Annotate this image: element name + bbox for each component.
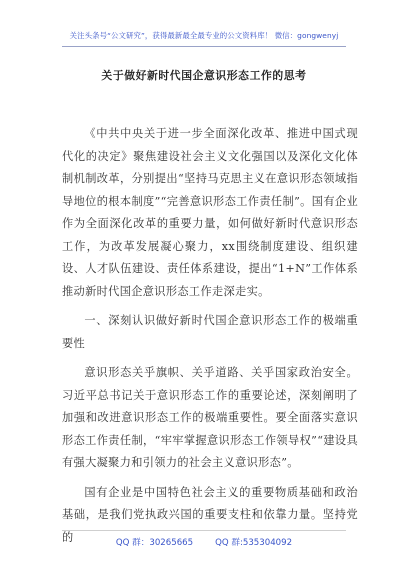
- header-banner: 关注头条号“公文研究”，获得最新最全最专业的公文资料库！ 微信：gongwenyj: [69, 31, 339, 40]
- header-divider: [62, 46, 346, 47]
- footer-qq-group-1: QQ 群：30265665: [115, 538, 194, 548]
- paragraph-section-1-continued: 国有企业是中国特色社会主义的重要物质基础和政治基础，是我们党执政兴国的重要支柱和依靠力量。坚持党的: [62, 485, 358, 544]
- footer-qq-group-2: QQ 群:535304092: [215, 538, 293, 548]
- document-body: [62, 123, 358, 549]
- document-title: 关于做好新时代国企意识形态工作的思考: [101, 69, 307, 82]
- footer-divider: [62, 530, 346, 531]
- footer: [0, 536, 408, 548]
- paragraph-intro: 《中共中央关于进一步全面深化改革、推进中国式现代化的决定》聚焦建设社会主义文化强国以及深化文化体制机制改革，分别提出“坚持马克思主义在意识形态领域指导地位的根本制度”“完善意识形态工作责任制”。国有企业作为全面深化改革的重要力量，如何做好新时代意识形态工作，为改革发展凝心聚力，xx围绕制度建设、组织建设、人才队伍建设、责任体系建设，提出“1+N”工作体系推动新时代国企意识形态工作走深走实。: [62, 127, 358, 298]
- paragraph-section-1: 意识形态关乎旗帜、关乎道路、关乎国家政治安全。习近平总书记关于意识形态工作的重要论述，深刻阐明了加强和改进意识形态工作的极端重要性。要全面落实意识形态工作责任制，“牢牢掌握意识形态工作领导权”“建设具有强大凝聚力和引领力的社会主义意识形态”。: [62, 366, 358, 469]
- section-heading-1: 一、深刻认识做好新时代国企意识形态工作的极端重要性: [62, 314, 358, 350]
